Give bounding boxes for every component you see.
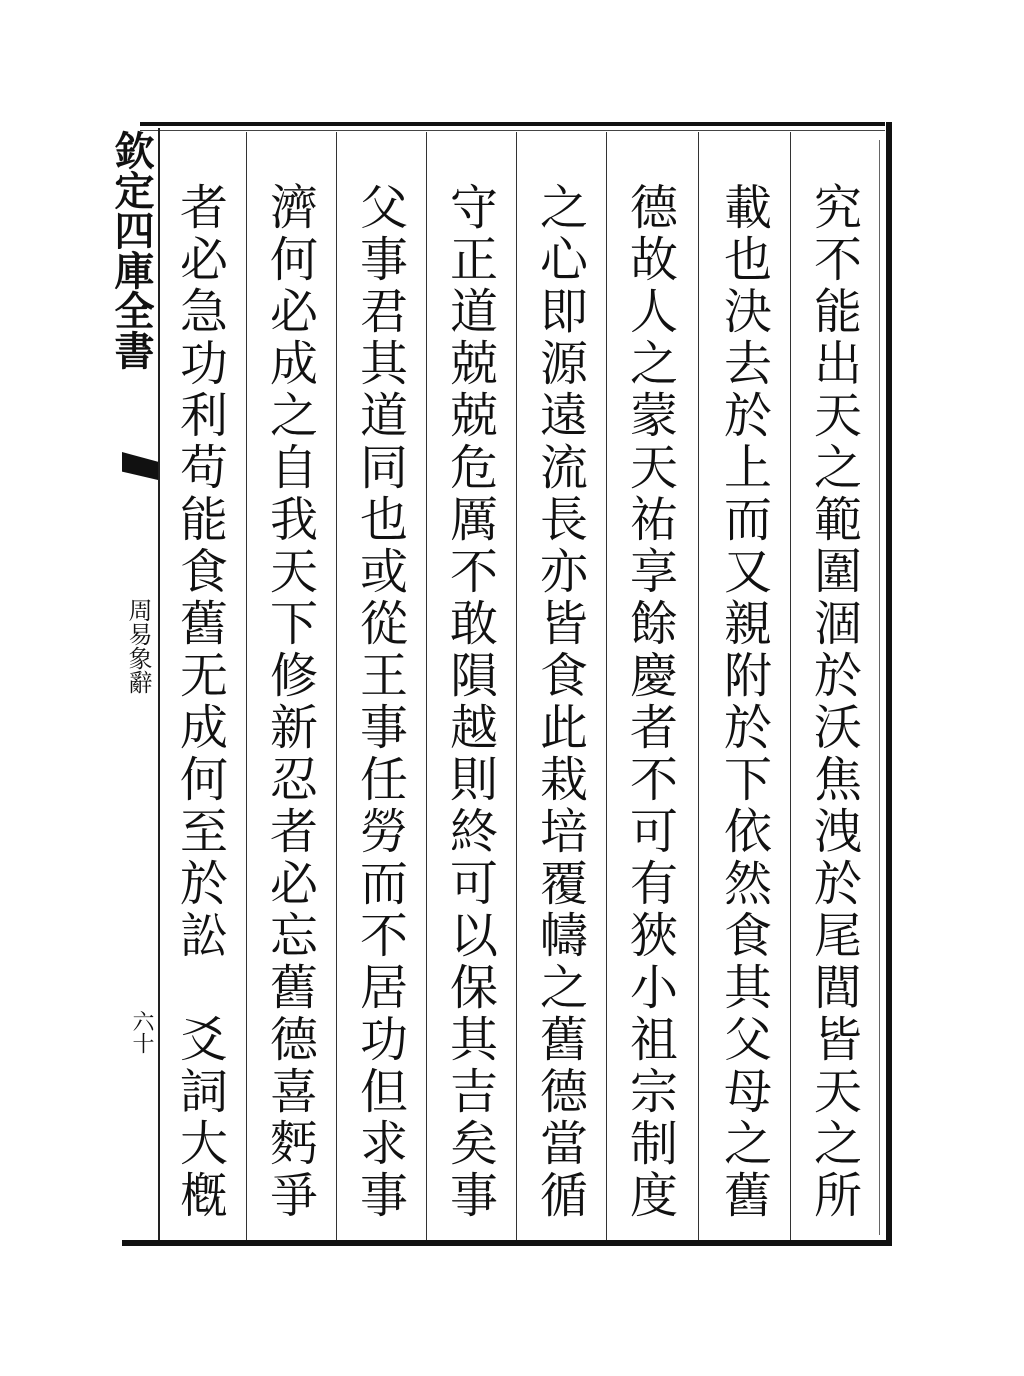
character: 大 xyxy=(179,1116,228,1172)
character: 不 xyxy=(449,544,498,600)
character: 至 xyxy=(179,804,228,860)
character: 當 xyxy=(539,1116,588,1172)
character: 居 xyxy=(359,960,408,1016)
right-border xyxy=(886,122,892,1246)
character: 苟 xyxy=(179,440,228,496)
character: 王 xyxy=(359,648,408,704)
character: 其 xyxy=(449,1012,498,1068)
character: 成 xyxy=(179,700,228,756)
character: 詞 xyxy=(179,1064,228,1120)
character: 宗 xyxy=(629,1064,678,1120)
character: 依 xyxy=(723,804,772,860)
character: 流 xyxy=(539,440,588,496)
character: 事 xyxy=(359,700,408,756)
top-border xyxy=(140,122,885,126)
column-divider xyxy=(606,132,607,1240)
character: 爻 xyxy=(179,1012,228,1068)
character: 濟 xyxy=(269,180,318,236)
column-divider xyxy=(426,132,427,1240)
character: 修 xyxy=(269,648,318,704)
character: 槪 xyxy=(179,1168,228,1224)
character: 事 xyxy=(359,232,408,288)
character: 培 xyxy=(539,804,588,860)
character: 德 xyxy=(629,180,678,236)
character: 舊 xyxy=(179,596,228,652)
book-name: 周易象辭 xyxy=(124,598,152,694)
character: 而 xyxy=(723,492,772,548)
character: 喜 xyxy=(269,1064,318,1120)
character: 食 xyxy=(179,544,228,600)
column-divider xyxy=(246,132,247,1240)
character: 新 xyxy=(269,700,318,756)
character: 不 xyxy=(813,232,862,288)
character: 但 xyxy=(359,1064,408,1120)
character: 制 xyxy=(629,1116,678,1172)
character: 洩 xyxy=(813,804,862,860)
character: 故 xyxy=(629,232,678,288)
fish-tail-mark xyxy=(122,452,158,480)
character: 可 xyxy=(629,804,678,860)
character: 可 xyxy=(449,856,498,912)
text-column-4 xyxy=(536,182,592,1222)
character: 兢 xyxy=(449,388,498,444)
character: 之 xyxy=(269,388,318,444)
character: 之 xyxy=(629,336,678,392)
text-column-1 xyxy=(810,182,866,1222)
character: 幬 xyxy=(539,908,588,964)
character: 舊 xyxy=(723,1168,772,1224)
character: 吉 xyxy=(449,1064,498,1120)
top-border-inner xyxy=(140,130,885,131)
column-divider xyxy=(698,132,699,1240)
character: 下 xyxy=(269,596,318,652)
character: 以 xyxy=(449,908,498,964)
character: 功 xyxy=(359,1012,408,1068)
character: 出 xyxy=(813,336,862,392)
character: 然 xyxy=(723,856,772,912)
character: 附 xyxy=(723,648,772,704)
character: 矣 xyxy=(449,1116,498,1172)
character: 食 xyxy=(723,908,772,964)
character: 成 xyxy=(269,336,318,392)
character: 人 xyxy=(629,284,678,340)
character: 遠 xyxy=(539,388,588,444)
collection-title: 欽定四庫全書 xyxy=(108,130,155,370)
character: 不 xyxy=(359,908,408,964)
character: 天 xyxy=(813,388,862,444)
character: 者 xyxy=(629,700,678,756)
character: 任 xyxy=(359,752,408,808)
column-divider xyxy=(790,132,791,1240)
character: 德 xyxy=(269,1012,318,1068)
character: 之 xyxy=(539,960,588,1016)
character: 何 xyxy=(179,752,228,808)
page-number: 六十 xyxy=(129,1010,154,1054)
character: 能 xyxy=(813,284,862,340)
character: 決 xyxy=(723,284,772,340)
character: 我 xyxy=(269,492,318,548)
character: 慶 xyxy=(629,648,678,704)
character: 蒙 xyxy=(629,388,678,444)
character: 去 xyxy=(723,336,772,392)
character: 享 xyxy=(629,544,678,600)
character: 之 xyxy=(539,180,588,236)
character: 越 xyxy=(449,700,498,756)
character: 亦 xyxy=(539,544,588,600)
character: 有 xyxy=(629,856,678,912)
character: 載 xyxy=(723,180,772,236)
character: 利 xyxy=(179,388,228,444)
character: 必 xyxy=(269,856,318,912)
character: 覆 xyxy=(539,856,588,912)
character: 天 xyxy=(813,1064,862,1120)
character: 心 xyxy=(539,232,588,288)
text-column-5 xyxy=(446,182,502,1222)
character: 於 xyxy=(723,388,772,444)
character: 祐 xyxy=(629,492,678,548)
character: 者 xyxy=(269,804,318,860)
character: 閭 xyxy=(813,960,862,1016)
character: 隕 xyxy=(449,648,498,704)
column-divider xyxy=(516,132,517,1240)
character: 祖 xyxy=(629,1012,678,1068)
character: 守 xyxy=(449,180,498,236)
character: 從 xyxy=(359,596,408,652)
character: 親 xyxy=(723,596,772,652)
character: 此 xyxy=(539,700,588,756)
character: 訟 xyxy=(179,908,228,964)
character: 兢 xyxy=(449,336,498,392)
character: 所 xyxy=(813,1168,862,1224)
character: 功 xyxy=(179,336,228,392)
character: 舊 xyxy=(539,1012,588,1068)
character: 不 xyxy=(629,752,678,808)
character: 其 xyxy=(723,960,772,1016)
character: 道 xyxy=(449,284,498,340)
character: 狹 xyxy=(629,908,678,964)
character: 自 xyxy=(269,440,318,496)
character: 麫 xyxy=(269,1116,318,1172)
character: 源 xyxy=(539,336,588,392)
right-border-inner xyxy=(879,140,880,1235)
character: 涸 xyxy=(813,596,862,652)
character: 求 xyxy=(359,1116,408,1172)
character: 也 xyxy=(359,492,408,548)
character: 栽 xyxy=(539,752,588,808)
text-column-3 xyxy=(626,182,682,1222)
character: 圍 xyxy=(813,544,862,600)
character: 於 xyxy=(813,648,862,704)
text-column-8 xyxy=(176,182,232,1222)
column-divider xyxy=(336,132,337,1240)
character: 母 xyxy=(723,1064,772,1120)
character xyxy=(180,962,228,1014)
character: 尾 xyxy=(813,908,862,964)
character: 於 xyxy=(813,856,862,912)
character: 皆 xyxy=(539,596,588,652)
text-column-2 xyxy=(720,182,776,1222)
character: 君 xyxy=(359,284,408,340)
character: 食 xyxy=(539,648,588,704)
character: 而 xyxy=(359,856,408,912)
character: 父 xyxy=(359,180,408,236)
character: 焦 xyxy=(813,752,862,808)
character: 於 xyxy=(723,700,772,756)
character: 急 xyxy=(179,284,228,340)
character: 德 xyxy=(539,1064,588,1120)
character: 皆 xyxy=(813,1012,862,1068)
character: 即 xyxy=(539,284,588,340)
character: 沃 xyxy=(813,700,862,756)
character: 勞 xyxy=(359,804,408,860)
character: 又 xyxy=(723,544,772,600)
character: 父 xyxy=(723,1012,772,1068)
character: 敢 xyxy=(449,596,498,652)
character: 爭 xyxy=(269,1168,318,1224)
character: 何 xyxy=(269,232,318,288)
character: 終 xyxy=(449,804,498,860)
character: 危 xyxy=(449,440,498,496)
character: 能 xyxy=(179,492,228,548)
text-column-6 xyxy=(356,182,412,1222)
character: 度 xyxy=(629,1168,678,1224)
character: 循 xyxy=(539,1168,588,1224)
character: 必 xyxy=(269,284,318,340)
text-column-7 xyxy=(266,182,322,1222)
character: 或 xyxy=(359,544,408,600)
character: 保 xyxy=(449,960,498,1016)
character: 道 xyxy=(359,388,408,444)
character: 必 xyxy=(179,232,228,288)
character: 正 xyxy=(449,232,498,288)
character: 也 xyxy=(723,232,772,288)
character: 天 xyxy=(629,440,678,496)
bottom-border xyxy=(122,1240,892,1246)
character: 之 xyxy=(813,440,862,496)
character: 範 xyxy=(813,492,862,548)
character: 究 xyxy=(813,180,862,236)
character: 下 xyxy=(723,752,772,808)
margin-border xyxy=(158,128,160,1240)
character: 事 xyxy=(359,1168,408,1224)
character: 天 xyxy=(269,544,318,600)
character: 厲 xyxy=(449,492,498,548)
character: 无 xyxy=(179,648,228,704)
character: 餘 xyxy=(629,596,678,652)
character: 事 xyxy=(449,1168,498,1224)
character: 忍 xyxy=(269,752,318,808)
character: 小 xyxy=(629,960,678,1016)
character: 之 xyxy=(813,1116,862,1172)
character: 長 xyxy=(539,492,588,548)
character: 則 xyxy=(449,752,498,808)
character: 其 xyxy=(359,336,408,392)
character: 於 xyxy=(179,856,228,912)
character: 者 xyxy=(179,180,228,236)
character: 上 xyxy=(723,440,772,496)
character: 舊 xyxy=(269,960,318,1016)
character: 同 xyxy=(359,440,408,496)
character: 之 xyxy=(723,1116,772,1172)
character: 忘 xyxy=(269,908,318,964)
